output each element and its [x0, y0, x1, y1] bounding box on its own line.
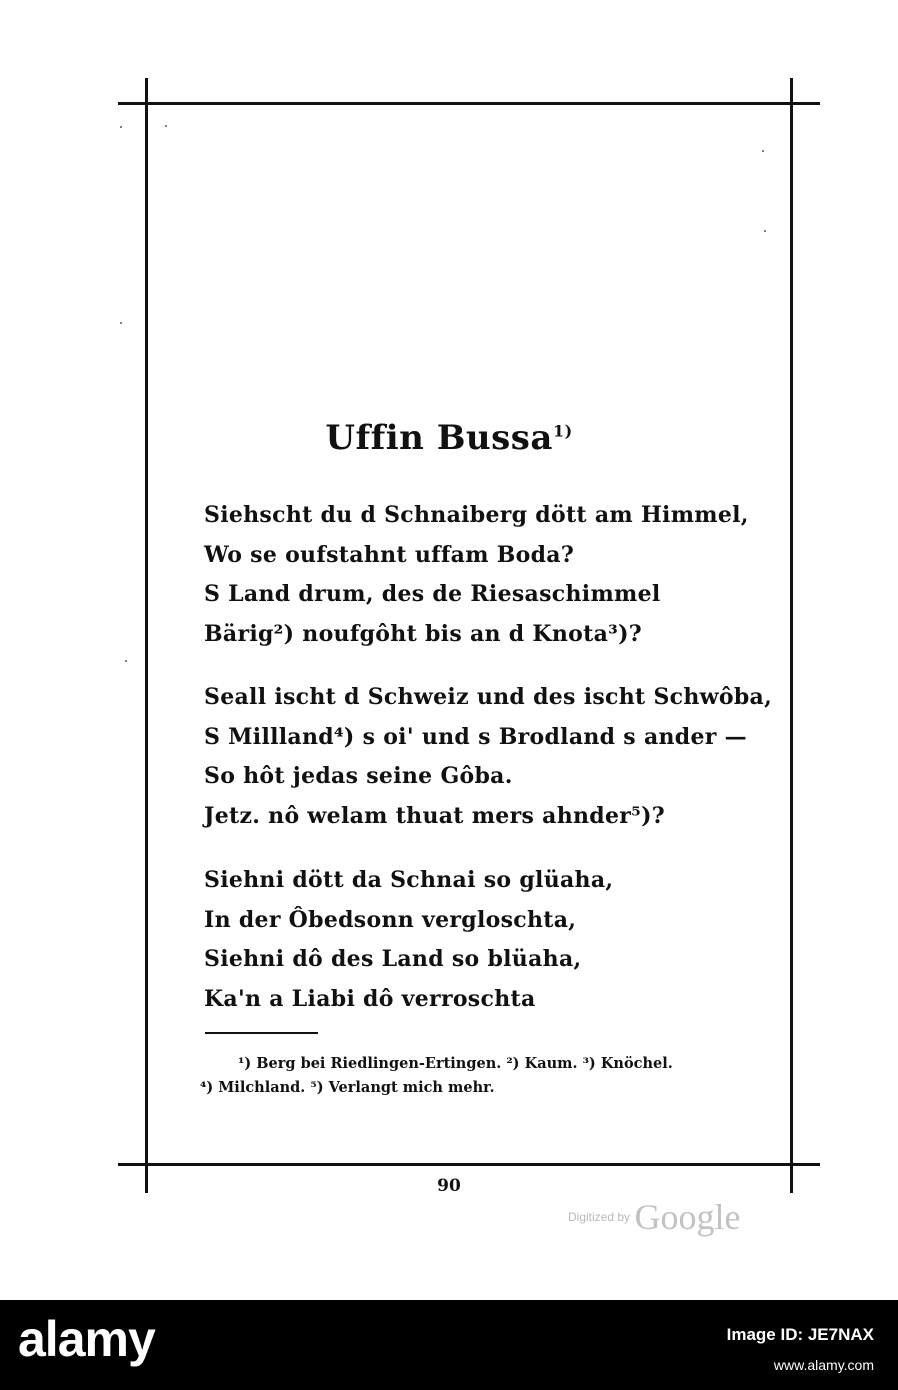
- verse-line: In der Ôbedsonn vergloschta,: [204, 906, 577, 933]
- verse-line: Siehni dött da Schnai so glüaha,: [204, 867, 614, 893]
- watermark-brand: Google: [634, 1197, 741, 1237]
- scan-speck: [165, 125, 167, 127]
- frame-bottom-rule: [118, 1163, 820, 1166]
- stock-footer: [0, 1300, 898, 1390]
- verse-line: Siehni dô des Land so blüaha,: [204, 946, 582, 972]
- stock-logo: alamy: [18, 1311, 155, 1367]
- verse-line: Jetz. nô welam thuat mers ahnder⁵)?: [204, 802, 665, 829]
- image-id: Image ID: JE7NAX: [726, 1325, 874, 1344]
- digitized-watermark: [568, 1196, 740, 1238]
- scan-speck: [120, 322, 122, 324]
- verse-line: Seall ischt d Schweiz und des ischt Schwôba,: [204, 684, 773, 710]
- verse-line: S Land drum, des de Riesaschimmel: [204, 581, 661, 607]
- verse-line: So hôt jedas seine Gôba.: [204, 763, 513, 789]
- verse-line: Siehscht du d Schnaiberg dött am Himmel,: [204, 502, 749, 528]
- scan-speck: [125, 660, 127, 662]
- frame-left-rule: [145, 78, 148, 1193]
- footnotes: [200, 1052, 760, 1100]
- footnote-line: ⁴) Milchland. ⁵) Verlangt mich mehr.: [200, 1079, 495, 1096]
- footnote-divider: [205, 1032, 318, 1034]
- verse-line: Bärig²) noufgôht bis an d Knota³)?: [204, 620, 642, 647]
- verse-line: S Millland⁴) s oi' und s Brodland s ander —: [204, 723, 747, 750]
- verse-line: Ka'n a Liabi dô verroschta: [204, 985, 536, 1012]
- frame-top-rule: [118, 102, 820, 105]
- footnote-line: ¹) Berg bei Riedlingen-Ertingen. ²) Kaum. ³) Knöchel.: [238, 1055, 673, 1072]
- stanza-2: [204, 678, 773, 836]
- stock-info: [727, 1320, 874, 1380]
- poem-title-note: 1): [552, 421, 573, 441]
- poem-title-text: Uffin Bussa: [325, 418, 553, 458]
- watermark-prefix: Digitized by: [568, 1210, 631, 1224]
- scan-speck: [120, 126, 122, 128]
- frame-right-rule: [790, 78, 793, 1193]
- verse-line: Wo se oufstahnt uffam Boda?: [204, 541, 575, 568]
- page-number: 90: [437, 1176, 461, 1196]
- stock-url: www.alamy.com: [773, 1357, 874, 1373]
- scan-speck: [764, 230, 766, 232]
- stanza-1: [204, 496, 764, 654]
- poem-title: [0, 418, 898, 458]
- scan-speck: [762, 150, 764, 152]
- stanza-3: [204, 861, 764, 1019]
